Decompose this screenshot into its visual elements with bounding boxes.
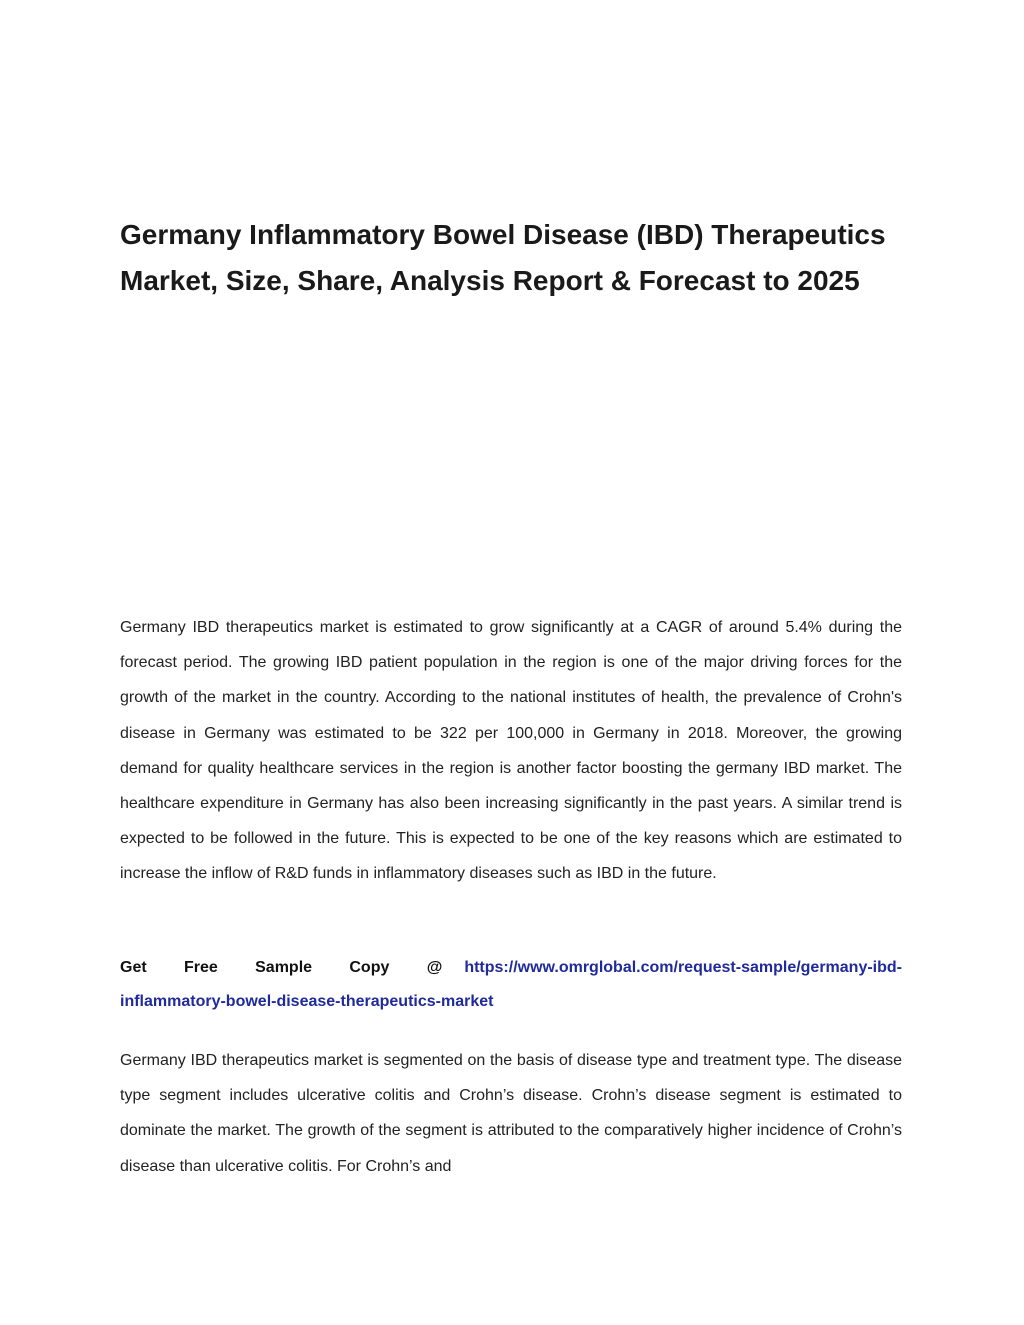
document-title: Germany Inflammatory Bowel Disease (IBD) Therapeutics Market, Size, Share, Analysis Report & Forecast to 2025 [120, 219, 886, 296]
sample-request-link[interactable]: https://www.omrglobal.com/request-sample/germany-ibd-inflammatory-bowel-disease-therapeutics-market [120, 959, 902, 1010]
paragraph-segmentation: Germany IBD therapeutics market is segmented on the basis of disease type and treatment type. The disease type segment includes ulcerative colitis and Crohn’s disease. Crohn’s disease segment is estimated to dominate the market. The growth of the segment is attributed to the comparatively higher incidence of Crohn’s disease than ulcerative colitis. For Crohn’s and [120, 1052, 902, 1175]
sample-copy-callout [120, 951, 902, 1019]
sample-copy-label: Get Free Sample Copy @ [120, 959, 443, 976]
paragraph-market-overview: Germany IBD therapeutics market is estimated to grow significantly at a CAGR of around 5.4% during the forecast period. The growing IBD patient population in the region is one of the major driving forces for the growth of the market in the country. According to the national institutes of health, the prevalence of Crohn's disease in Germany was estimated to be 322 per 100,000 in Germany in 2018. Moreover, the growing demand for quality healthcare services in the region is another factor boosting the germany IBD market. The healthcare expenditure in Germany has also been increasing significantly in the past years. A similar trend is expected to be followed in the future. This is expected to be one of the key reasons which are estimated to increase the inflow of R&D funds in inflammatory diseases such as IBD in the future. [120, 619, 902, 883]
